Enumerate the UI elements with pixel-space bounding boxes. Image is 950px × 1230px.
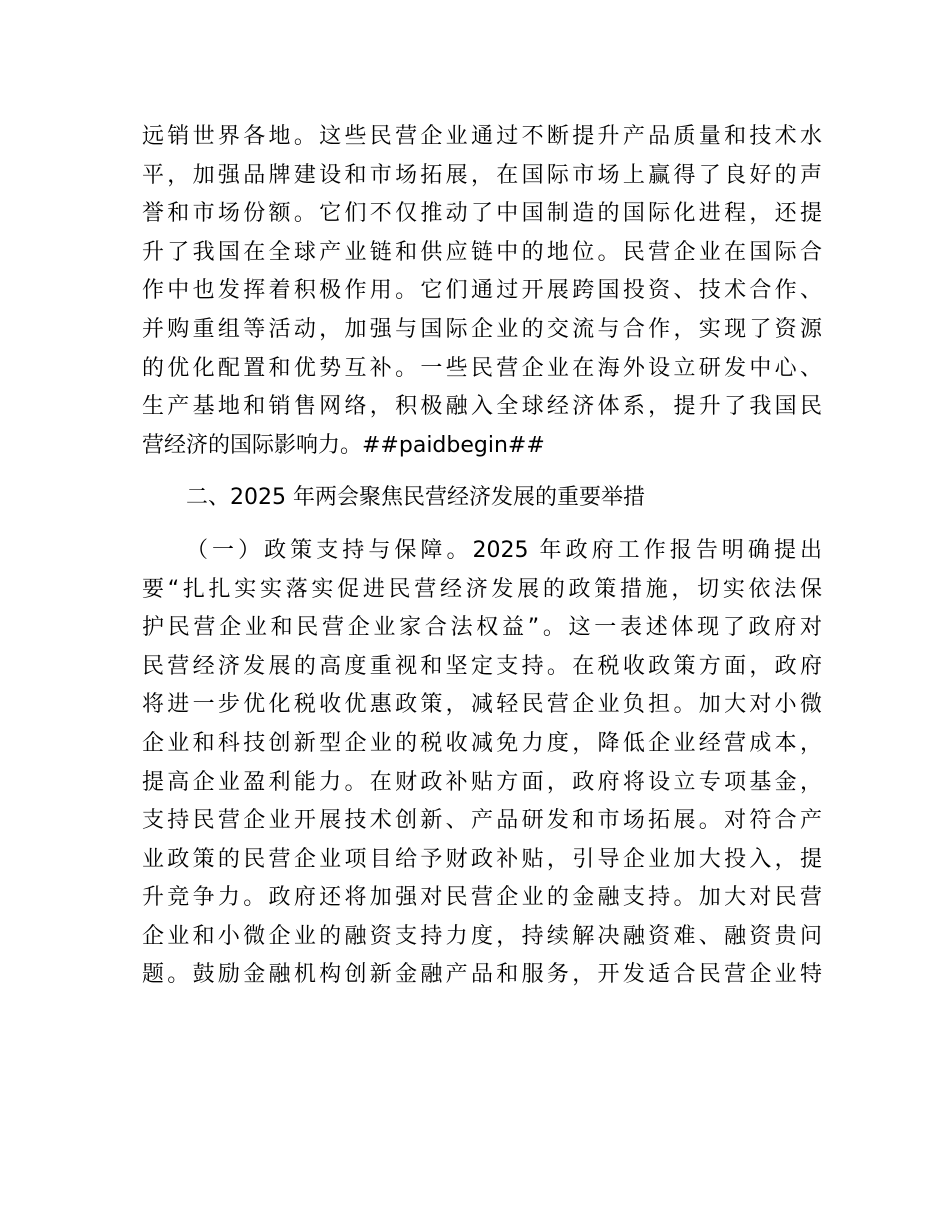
document-body	[142, 118, 822, 995]
paragraph-line: 升竞争力。政府还将加强对民营企业的金融支持。加大对民营	[142, 885, 822, 911]
paragraph-line: 升了我国在全球产业链和供应链中的地位。民营企业在国际合	[142, 239, 822, 265]
paragraph-line: 远销世界各地。这些民营企业通过不断提升产品质量和技术水	[142, 124, 822, 149]
paragraph-line: 生产基地和销售网络，积极融入全球经济体系，提升了我国民	[142, 394, 822, 420]
paragraph-line: 的优化配置和优势互补。一些民营企业在海外设立研发中心、	[142, 355, 822, 381]
paragraph-line: 护民营企业和民营企业家合法权益”。这一表述体现了政府对	[142, 615, 822, 641]
paragraph-line: 要“扎扎实实落实促进民营经济发展的政策措施，切实依法保	[142, 576, 822, 602]
paragraph-line: 提高企业盈利能力。在财政补贴方面，政府将设立专项基金，	[142, 769, 822, 795]
paragraph-line: 并购重组等活动，加强与国际企业的交流与合作，实现了资源	[142, 316, 822, 342]
paragraph-line: 题。鼓励金融机构创新金融产品和服务，开发适合民营企业特	[142, 962, 822, 988]
paragraph-line: 作中也发挥着积极作用。它们通过开展跨国投资、技术合作、	[142, 278, 822, 304]
paragraph-line: 民营经济发展的高度重视和坚定支持。在税收政策方面，政府	[142, 653, 822, 679]
paragraph-line: 业政策的民营企业项目给予财政补贴，引导企业加大投入，提	[142, 846, 822, 872]
paragraph-gap	[142, 465, 822, 479]
paragraph-1	[142, 118, 822, 465]
paragraph-gap	[142, 518, 822, 532]
paragraph-line: 誉和市场份额。它们不仅推动了中国制造的国际化进程，还提	[142, 201, 822, 227]
section-heading: 二、2025 年两会聚焦民营经济发展的重要举措	[186, 485, 645, 511]
paragraph-line: 平，加强品牌建设和市场拓展，在国际市场上赢得了良好的声	[142, 162, 822, 188]
paragraph-line: 企业和科技创新型企业的税收减免力度，降低企业经营成本，	[142, 730, 822, 756]
paragraph-line: （一）政策支持与保障。2025 年政府工作报告明确提出	[186, 537, 822, 563]
paragraph-line: 支持民营企业开展技术创新、产品研发和市场拓展。对符合产	[142, 808, 822, 834]
paragraph-line: 营经济的国际影响力。##paidbegin##	[142, 432, 545, 458]
paragraph-line: 将进一步优化税收优惠政策，减轻民营企业负担。加大对小微	[142, 692, 822, 718]
paragraph-line: 企业和小微企业的融资支持力度，持续解决融资难、融资贵问	[142, 923, 822, 949]
paragraph-2	[142, 532, 822, 995]
